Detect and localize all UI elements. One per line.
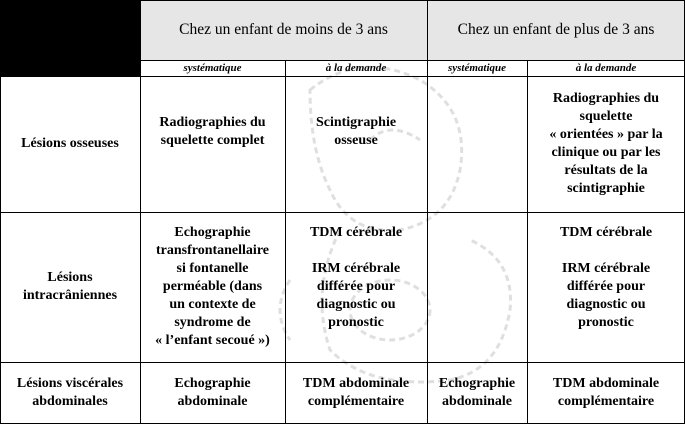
row-label-intracranial: Lésions intracrâniennes (22, 270, 118, 303)
cell-abdominal-u3-systematic: Echographie abdominale (174, 376, 251, 409)
grid-line (0, 0, 1, 424)
row-label-abdominal: Lésions viscérales abdominales (16, 376, 124, 409)
grid-line (0, 212, 685, 213)
subheader-o3-ondemand: à la demande (575, 62, 637, 74)
cell-abdominal-u3-ondemand: TDM abdominale complémentaire (302, 376, 410, 409)
cell-abdominal-o3-systematic: Echographie abdominale (438, 376, 516, 409)
cell-abdominal-o3-ondemand: TDM abdominale complémentaire (552, 376, 660, 409)
header-under-3: Chez un enfant de moins de 3 ans (140, 0, 427, 60)
row-label-bone: Lésions osseuses (21, 136, 119, 151)
grid-line (0, 0, 685, 1)
grid-line (527, 60, 528, 424)
cell-intracranial-u3-ondemand: TDM cérébrale IRM cérébrale différée pour diagnostic ou pronostic (309, 225, 403, 330)
grid-line (427, 0, 428, 424)
cell-bone-o3-ondemand: Radiographies du squelette « orientées » par la clinique ou par les résultats de la scintigraphie (549, 91, 663, 196)
grid-line (0, 76, 685, 77)
cell-bone-u3-systematic: Radiographies du squelette complet (159, 115, 266, 148)
cell-bone-o3-systematic (427, 76, 527, 212)
header-over-3: Chez un enfant de plus de 3 ans (427, 0, 685, 60)
cell-bone-u3-ondemand: Scintigraphie osseuse (315, 115, 397, 148)
grid-line (140, 0, 141, 424)
subheader-o3-systematic: systématique (447, 62, 507, 74)
cell-intracranial-o3-ondemand: TDM cérébrale IRM cérébrale différée pour diagnostic ou pronostic (559, 225, 653, 330)
grid-line (285, 60, 286, 424)
cell-intracranial-o3-systematic (427, 212, 527, 362)
grid-line (140, 60, 685, 61)
grid-line (0, 362, 685, 363)
subheader-u3-ondemand: à la demande (325, 62, 387, 74)
corner-block (0, 0, 140, 76)
cell-intracranial-u3-systematic: Echographie transfrontanellaire si fontanelle perméable (dans un contexte de syndrome de « l’enfant secoué ») (155, 225, 270, 348)
subheader-u3-systematic: systématique (183, 62, 242, 74)
